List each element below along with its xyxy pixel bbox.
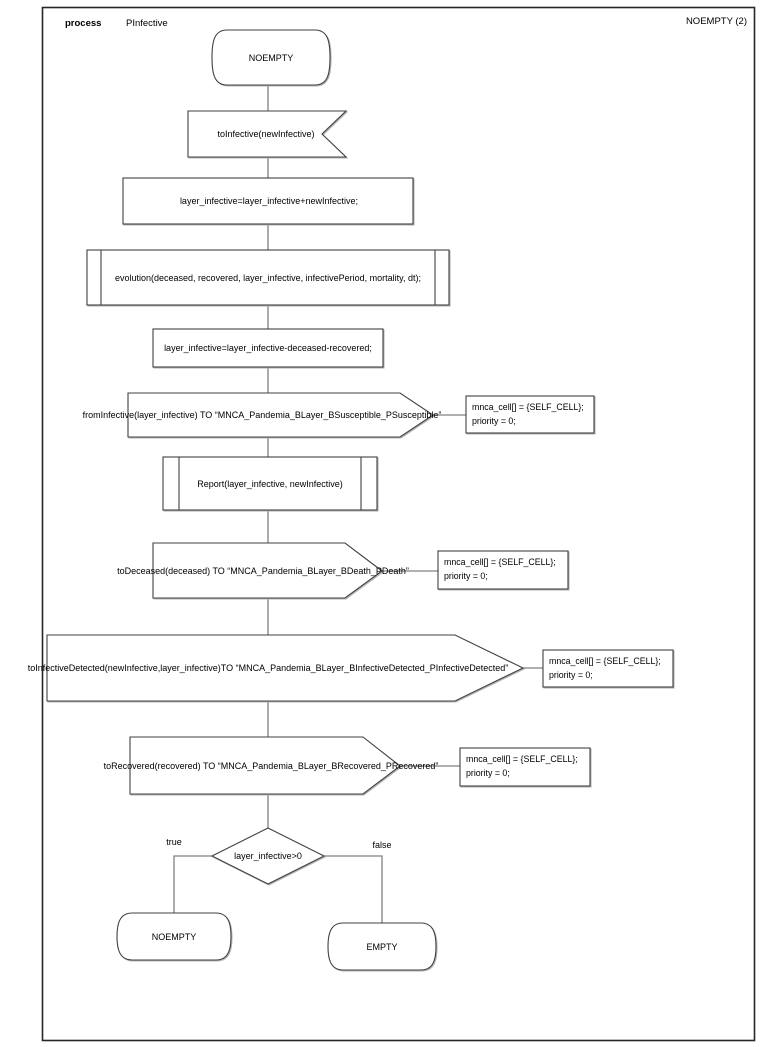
next-state-noempty <box>117 913 231 960</box>
comment-line: priority = 0; <box>472 416 516 426</box>
input-signal-label: toInfective(newInfective) <box>217 129 315 139</box>
false-branch-connector <box>324 856 382 923</box>
start-state-label: NOEMPTY <box>248 53 294 63</box>
start-state <box>212 30 330 85</box>
decision-condition-label: layer_infective>0 <box>234 851 302 861</box>
output-to-recovered <box>104 737 439 794</box>
next-state-empty <box>328 923 436 970</box>
process-keyword: process <box>65 18 102 29</box>
procedure-report-label: Report(layer_infective, newInfective) <box>197 479 343 489</box>
output-to-infective-detected-label: toInfectiveDetected(newInfective,layer_infective)TO “MNCA_Pandemia_BLayer_BInfectiveDetected_PInfectiveDetected” <box>27 663 509 673</box>
next-state-empty-label: EMPTY <box>366 942 398 952</box>
comment-line: mnca_cell[] = {SELF_CELL}; <box>444 557 556 567</box>
diagram-frame <box>43 8 755 1041</box>
comment-to-recovered <box>460 748 590 786</box>
page-label: NOEMPTY (2) <box>685 16 747 27</box>
output-to-deceased-label: toDeceased(deceased) TO “MNCA_Pandemia_BLayer_BDeath_PDeath” <box>117 566 409 576</box>
procedure-evolution <box>87 250 449 305</box>
procedure-evolution-label: evolution(deceased, recovered, layer_infective, infectivePeriod, mortality, dt); <box>115 273 421 283</box>
output-from-infective <box>83 393 442 437</box>
input-signal-toinfective <box>188 111 346 157</box>
task-subtract <box>153 329 383 367</box>
output-to-recovered-label: toRecovered(recovered) TO “MNCA_Pandemia_BLayer_BRecovered_PRecovered” <box>103 761 439 771</box>
next-state-noempty-label: NOEMPTY <box>151 932 197 942</box>
true-branch-connector <box>174 856 212 913</box>
comment-line: priority = 0; <box>549 670 593 680</box>
comment-to-deceased <box>438 551 568 589</box>
comment-to-infective-detected <box>543 650 673 687</box>
comment-line: priority = 0; <box>466 768 510 778</box>
comment-line: priority = 0; <box>444 571 488 581</box>
branch-false-label: false <box>372 840 392 850</box>
branch-true-label: true <box>166 837 182 847</box>
output-to-deceased <box>117 543 409 598</box>
output-to-infective-detected <box>28 635 523 701</box>
procedure-report <box>163 457 377 510</box>
decision-layer-infective <box>212 828 324 884</box>
comment-line: mnca_cell[] = {SELF_CELL}; <box>466 754 578 764</box>
task-add-label: layer_infective=layer_infective+newInfective; <box>179 196 359 206</box>
comment-line: mnca_cell[] = {SELF_CELL}; <box>472 402 584 412</box>
task-add-infective <box>123 178 413 224</box>
task-subtract-label: layer_infective=layer_infective-deceased-recovered; <box>164 343 372 353</box>
output-from-infective-label: fromInfective(layer_infective) TO “MNCA_Pandemia_BLayer_BSusceptible_PSusceptible” <box>82 410 442 420</box>
comment-from-infective <box>466 396 594 433</box>
process-name: PInfective <box>126 18 168 29</box>
comment-line: mnca_cell[] = {SELF_CELL}; <box>549 656 661 666</box>
